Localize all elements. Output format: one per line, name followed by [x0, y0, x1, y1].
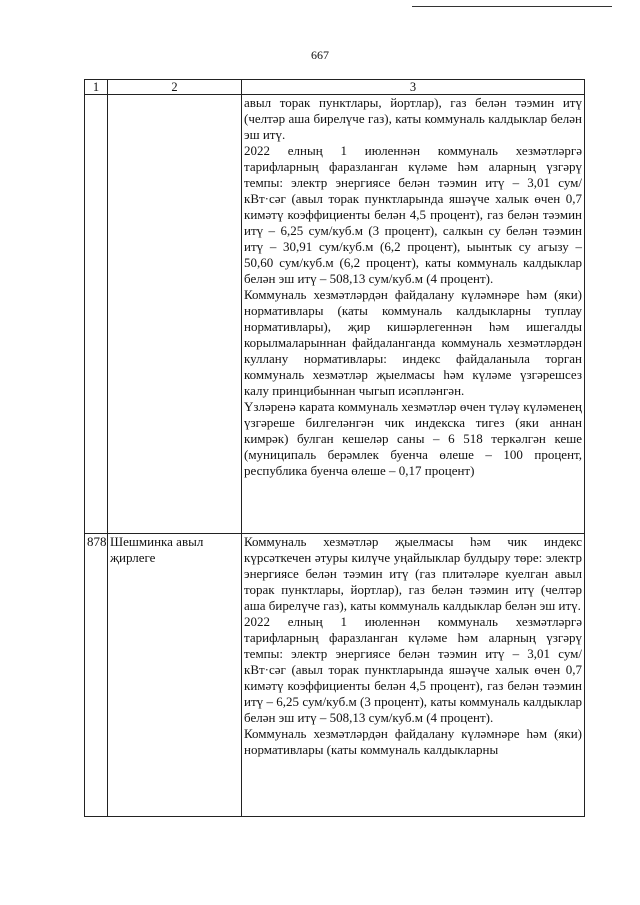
row-name: Шешминка авыл җирлеге — [108, 534, 242, 817]
description-paragraph: Коммуналь хезмәтләрдән файдалану күләмнәре һәм (яки) нормативлары (каты коммуналь калдыкларны — [244, 726, 582, 757]
description-paragraph: Коммуналь хезмәтләр җыелмасы һәм чик индекс күрсәткечен әтуры килүче уңайлыклар булдыру төре: электр энергиясе белән тәэмин итү (газ плитәләре куелган авыл торак пунктлары, йортлар), газ белән тәэмин итү (челтәр аша бирелүче газ), каты коммуналь калдыклар белән эш итү. — [244, 534, 582, 613]
page-number: 667 — [311, 48, 329, 62]
row-number: 878 — [85, 534, 108, 817]
table-row — [85, 95, 585, 534]
row-number — [85, 95, 108, 534]
table-header-row — [85, 80, 585, 95]
header-col-2: 2 — [108, 80, 242, 95]
table-row — [85, 534, 585, 817]
top-rule — [412, 6, 612, 7]
document-table — [84, 79, 585, 817]
header-col-3: 3 — [242, 80, 585, 95]
description-paragraph: 2022 елның 1 июленнән коммуналь хезмәтләргә тарифларның фаразланган күләме һәм аларның үзгәрү темпы: электр энергиясе белән тәэмин итү – 3,01 сум/кВт·сәг (авыл торак пунктларында яшәүче халык өчен 0,7 кимәтү коэффициенты белән 4,5 процент), газ белән тәэмин итү – 6,25 сум/куб.м (3 процент), салкын су белән тәэмин итү – 30,91 сум/куб.м (6,2 процент), ыынтык су агызу – 50,60 сум/куб.м (6,2 процент), каты коммуналь калдыклар белән эш итү – 508,13 сум/куб.м (4 процент). — [244, 143, 582, 286]
description-paragraph: авыл торак пунктлары, йортлар), газ белән тәэмин итү (чeлтәр аша бирелүче газ), каты коммуналь калдыклар белән эш итү. — [244, 95, 582, 142]
row-description — [242, 534, 585, 817]
description-paragraph: 2022 елның 1 июленнән коммуналь хезмәтләргә тарифларның фаразланган күләме һәм аларның үзгәрү темпы: электр энергиясе белән тәэмин итү – 3,01 сум/кВт·сәг (авыл торак пунктларында яшәүче халык өчен 0,7 кимәтү коэффициенты белән 4,5 процент), газ белән тәэмин итү – 6,25 сум/куб.м (3 процент), каты коммуналь калдыклар белән эш итү – 508,13 сум/куб.м (4 процент). — [244, 614, 582, 725]
description-paragraph: Үзләренә карата коммуналь хезмәтләр өчен түләү күләменең үзгәреше билгеләнгән чик индекска тигез (яки аннан кимрәк) булган кешеләр саны – 6 518 теркәлгән кеше (муниципаль берәмлек буенча өлеше – 100 процент, республика буенча өлеше – 0,17 процент) — [244, 399, 582, 478]
description-paragraph: Коммуналь хезмәтләрдән файдалану күләмнәре һәм (яки) нормативлары (каты коммуналь калдыкларны туплау нормативлары), җир кишәрлегеннән һәм ишегалды корылмаларыннан файдаланганда коммуналь хезмәтләрдән куллану нормативлары: индекс файдаланыла торган коммуналь хезмәтләр җыелмасы һәм күләме үзгәрешсез калу принцибыннан чыгып исәпләнгән. — [244, 287, 582, 398]
row-description — [242, 95, 585, 534]
header-col-1: 1 — [85, 80, 108, 95]
row-name — [108, 95, 242, 534]
